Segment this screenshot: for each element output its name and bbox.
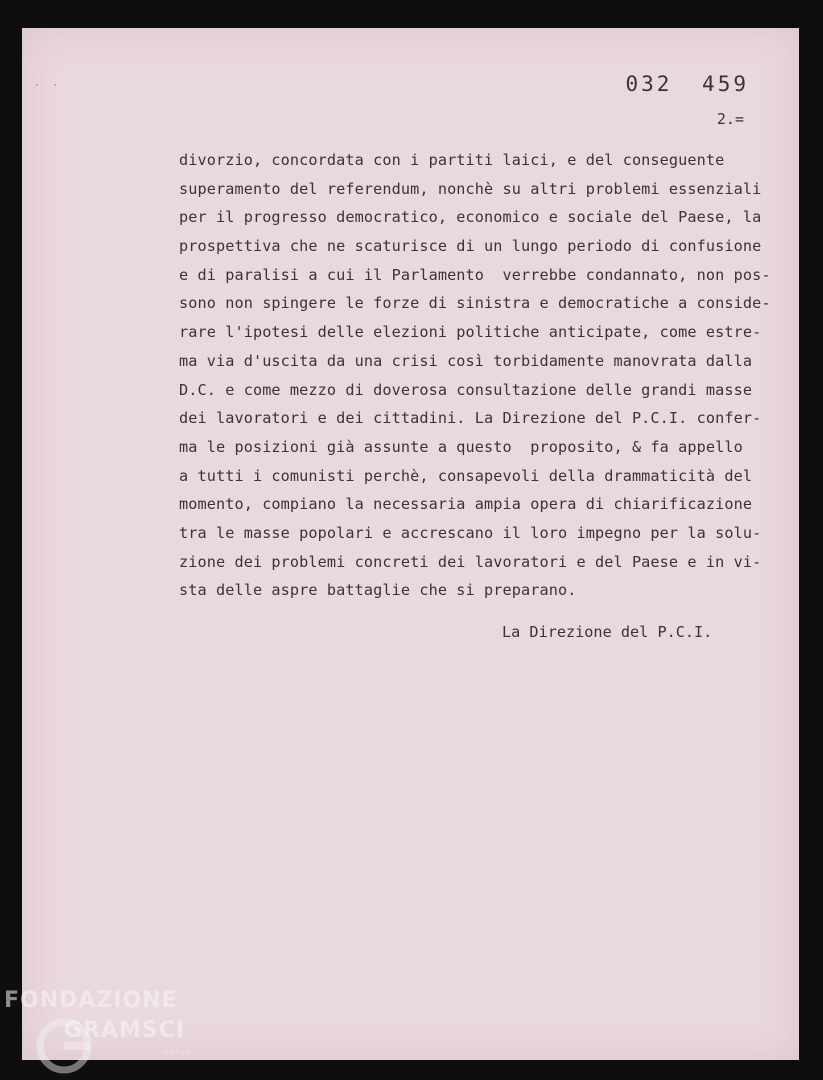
fondazione-gramsci-watermark [4, 988, 214, 1076]
text-line: prospettiva che ne scaturisce di un lungo periodo di confusione [179, 237, 762, 256]
document-page [22, 28, 799, 1060]
text-line: e di paralisi a cui il Parlamento verrebbe condannato, non pos- [179, 265, 771, 284]
text-line: divorzio, concordata con i partiti laici, e del conseguente [179, 151, 725, 169]
paper-marks: · · [34, 80, 62, 91]
signature: La Direzione del P.C.I. [502, 623, 713, 641]
page-number: 2.= [716, 110, 744, 128]
text-line: rare l'ipotesi delle elezioni politiche anticipate, come estre- [179, 323, 762, 342]
body-text [179, 146, 794, 605]
text-line: ma le posizioni già assunte a questo proposito, & fa appello [179, 437, 743, 456]
text-line: dei lavoratori e dei cittadini. La Direzione del P.C.I. confer- [179, 409, 762, 428]
text-line: ma via d'uscita da una crisi così torbidamente manovrata dalla [179, 351, 753, 370]
text-line: D.C. e come mezzo di doverosa consultazione delle grandi masse [179, 380, 753, 399]
text-line: momento, compiano la necessaria ampia opera di chiarificazione [179, 495, 753, 514]
watermark-line1: FONDAZIONE [4, 988, 178, 1013]
text-line: sta delle aspre battaglie che si preparano. [179, 581, 577, 600]
text-line: a tutti i comunisti perchè, consapevoli della drammaticità del [179, 466, 753, 485]
text-line: superamento del referendum, nonchè su altri problemi essenziali [179, 179, 762, 198]
text-line: zione dei problemi concreti dei lavoratori e del Paese e in vi- [179, 552, 762, 571]
watermark-suffix: onlus [164, 1048, 191, 1057]
text-line: per il progresso democratico, economico e sociale del Paese, la [179, 208, 762, 227]
archive-number: 032 459 [625, 72, 749, 96]
text-line: tra le masse popolari e accrescano il loro impegno per la solu- [179, 523, 762, 542]
watermark-line2: GRAMSCI [64, 1018, 186, 1043]
text-line: sono non spingere le forze di sinistra e democratiche a conside- [179, 294, 771, 313]
